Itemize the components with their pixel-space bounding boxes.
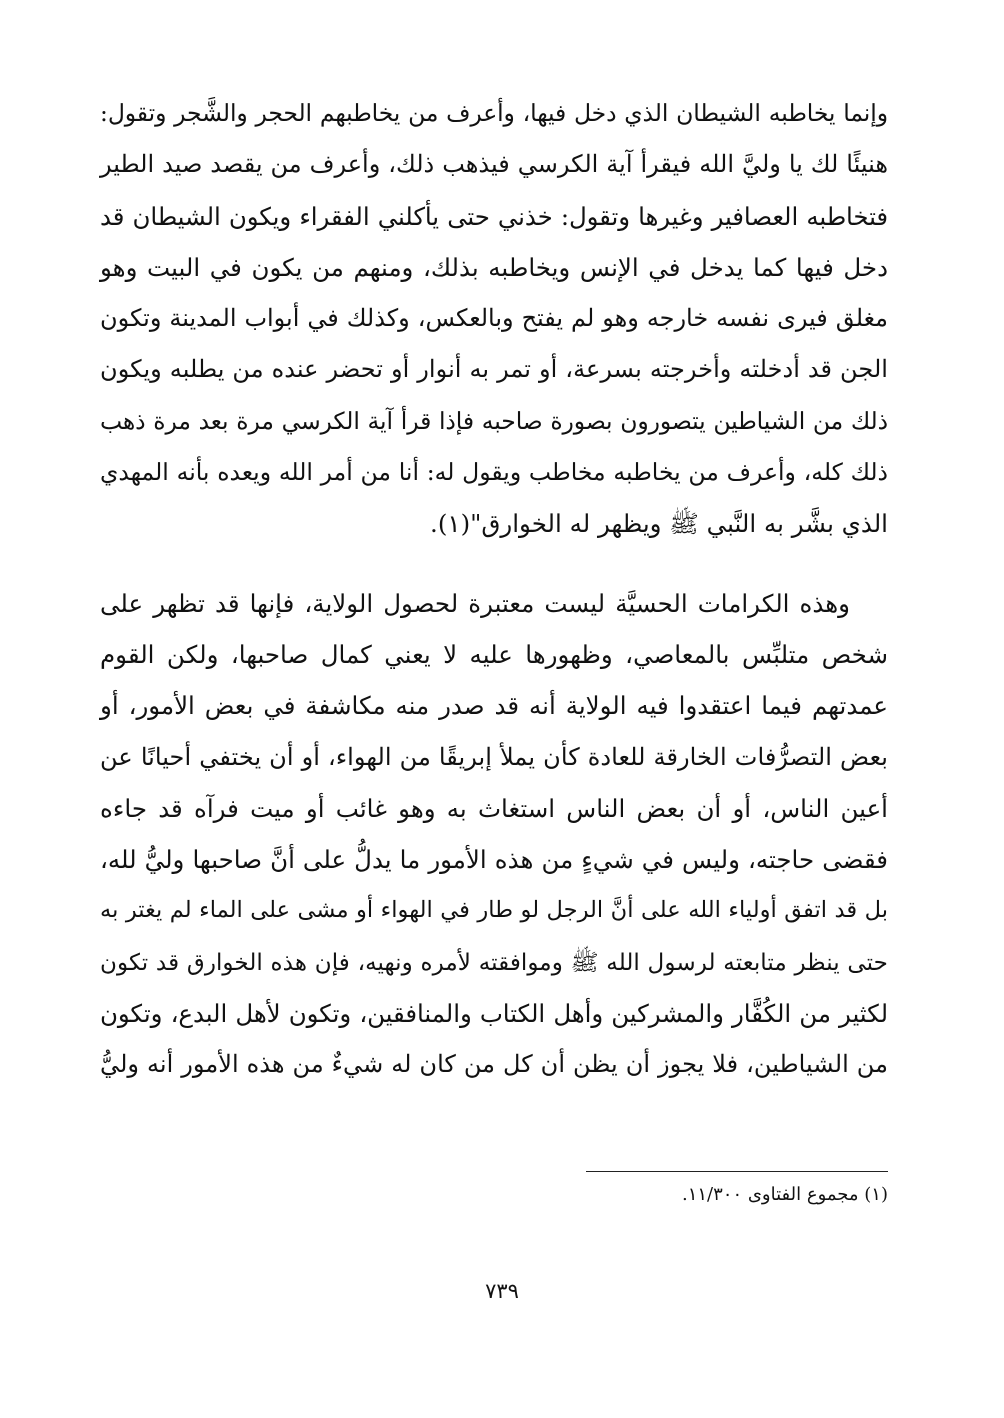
text-line: ذلك كله، وأعرف من يخاطبه مخاطب ويقول له: أنا من أمر الله ويعده بأنه المهدي xyxy=(100,458,888,487)
footnote: (١) مجموع الفتاوى ١١/٣٠٠. xyxy=(681,1184,888,1205)
text-line: الذي بشَّر به النَّبي ﷺ ويظهر له الخوارق"(١). xyxy=(430,509,888,539)
text-line: بل قد اتفق أولياء الله على أنَّ الرجل لو طار في الهواء أو مشى على الماء لم يغتر به xyxy=(100,897,888,924)
page-body xyxy=(100,88,888,1091)
text-line: مغلق فيرى نفسه خارجه وهو لم يفتح وبالعكس، وكذلك في أبواب المدينة وتكون xyxy=(100,304,888,333)
text-line: وهذه الكرامات الحسيَّة ليست معتبرة لحصول الولاية، فإنها قد تظهر على xyxy=(100,588,850,618)
text-line: دخل فيها كما يدخل في الإنس ويخاطبه بذلك، ومنهم من يكون في البيت وهو xyxy=(100,252,888,282)
text-line: أعين الناس، أو أن بعض الناس استغاث به وهو غائب أو ميت فرآه قد جاءه xyxy=(100,793,888,823)
paragraph-2 xyxy=(100,578,888,1091)
text-line: من الشياطين، فلا يجوز أن يظن أن كل من كان له شيءٌ من هذه الأمور أنه وليُّ xyxy=(100,1050,888,1079)
text-line: بعض التصرُّفات الخارقة للعادة كأن يملأ إبريقًا من الهواء، أو أن يختفي أحيانًا عن xyxy=(100,742,888,771)
text-line: شخص متلبِّس بالمعاصي، وظهورها عليه لا يعني كمال صاحبها، ولكن القوم xyxy=(100,639,888,669)
footnote-divider xyxy=(586,1171,888,1172)
text-line: فقضى حاجته، وليس في شيءٍ من هذه الأمور ما يدلُّ على أنَّ صاحبها وليُّ لله، xyxy=(100,845,888,875)
paragraph-1 xyxy=(100,88,888,550)
text-line: هنيئًا لك يا وليَّ الله فيقرأ آية الكرسي فيذهب ذلك، وأعرف من يقصد صيد الطير xyxy=(100,150,888,179)
text-line: فتخاطبه العصافير وغيرها وتقول: خذني حتى يأكلني الفقراء ويكون الشيطان قد xyxy=(100,201,888,231)
text-line: لكثير من الكُفَّار والمشركين وأهل الكتاب والمنافقين، وتكون لأهل البدع، وتكون xyxy=(100,999,888,1029)
text-line: الجن قد أدخلته وأخرجته بسرعة، أو تمر به أنوار أو تحضر عنده من يطلبه ويكون xyxy=(100,355,888,384)
page-number: ٧٣٩ xyxy=(485,1279,519,1303)
text-line: وإنما يخاطبه الشيطان الذي دخل فيها، وأعرف من يخاطبهم الحجر والشَّجر وتقول: xyxy=(100,100,888,127)
text-line: حتى ينظر متابعته لرسول الله ﷺ وموافقته لأمره ونهيه، فإن هذه الخوارق قد تكون xyxy=(100,948,888,976)
text-line: عمدتهم فيما اعتقدوا فيه الولاية أنه قد صدر منه مكاشفة في بعض الأمور، أو xyxy=(100,691,888,721)
text-line: ذلك من الشياطين يتصورون بصورة صاحبه فإذا قرأ آية الكرسي مرة بعد مرة ذهب xyxy=(100,407,888,435)
